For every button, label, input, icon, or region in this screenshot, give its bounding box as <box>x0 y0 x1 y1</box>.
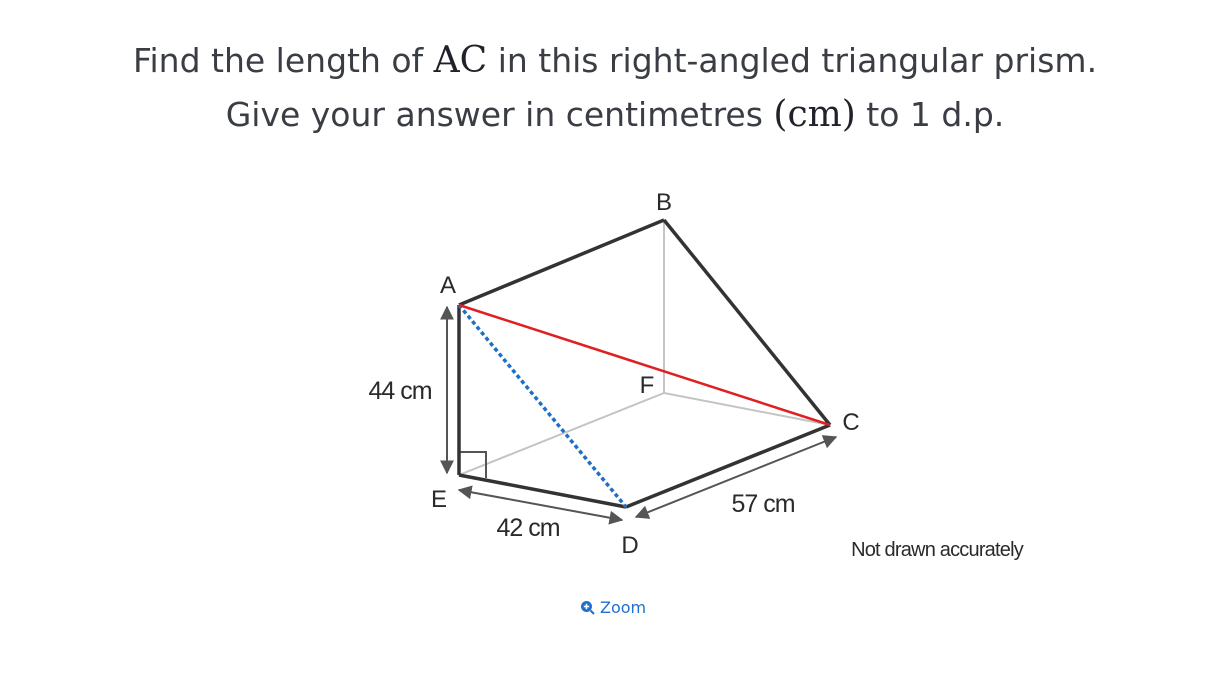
edge-ed <box>459 475 626 507</box>
line-ad <box>459 305 626 507</box>
vertex-label-f: F <box>639 372 655 399</box>
vertex-label-b: B <box>655 189 673 216</box>
measurement-ae: 44 cm <box>368 377 432 405</box>
math-ac: AC <box>433 40 488 81</box>
not-drawn-accurately-note: Not drawn accurately <box>851 539 1023 561</box>
hidden-edge-ef <box>459 393 664 475</box>
line-ac <box>459 305 830 425</box>
zoom-button[interactable] <box>580 598 646 617</box>
edge-bc <box>664 220 830 425</box>
measurement-ed: 42 cm <box>496 514 560 542</box>
edge-dc <box>626 425 830 507</box>
edge-ab <box>459 220 664 305</box>
vertex-label-d: D <box>621 532 639 559</box>
vertex-label-a: A <box>439 272 457 299</box>
question-line-2: Give your answer in centimetres (cm) to 1 d.p. <box>225 94 1005 135</box>
measurement-dc: 57 cm <box>731 490 795 518</box>
zoom-in-icon <box>580 600 595 615</box>
zoom-label: Zoom <box>600 598 647 617</box>
vertex-label-c: C <box>842 409 860 436</box>
math-cm: (cm) <box>773 94 856 135</box>
question-line-1: Find the length of AC in this right-angled triangular prism. <box>132 40 1098 81</box>
vertex-label-e: E <box>430 486 448 513</box>
